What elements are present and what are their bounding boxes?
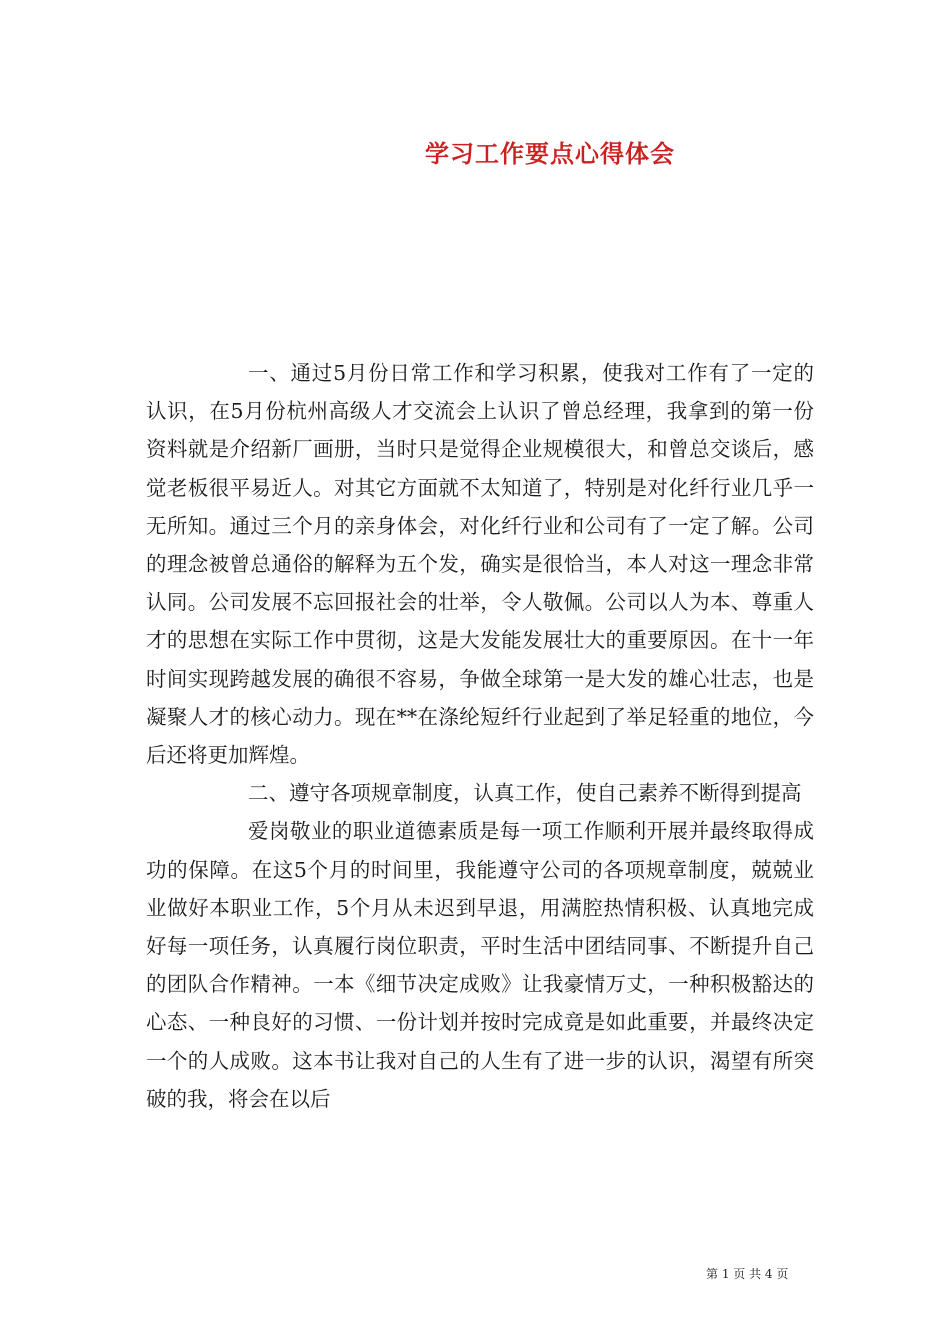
paragraph-1: 一、通过5月份日常工作和学习积累，使我对工作有了一定的认识，在5月份杭州高级人才交流会上认识了曾总经理，我拿到的第一份资料就是介绍新厂画册，当时只是觉得企业规模很大，和曾总交谈后，感觉老板很平易近人。对其它方面就不太知道了，特别是对化纤行业几乎一无所知。通过三个月的亲身体会，对化纤行业和公司有了一定了解。公司的理念被曾总通俗的解释为五个发，确实是很恰当，本人对这一理念非常认同。公司发展不忘回报社会的壮举，令人敬佩。公司以人为本、尊重人才的思想在实际工作中贯彻，这是大发能发展壮大的重要原因。在十一年时间实现跨越发展的确很不容易，争做全球第一是大发的雄心壮志，也是凝聚人才的核心动力。现在**在涤纶短纤行业起到了举足轻重的地位，今后还将更加辉煌。 xyxy=(146,361,814,768)
page-footer: 第 1 页 共 4 页 xyxy=(706,1267,789,1281)
paragraph-2: 二、遵守各项规章制度，认真工作，使自己素养不断得到提高 xyxy=(248,781,802,806)
document-body xyxy=(146,354,814,1118)
document-title: 学习工作要点心得体会 xyxy=(425,139,675,168)
paragraph-3: 爱岗敬业的职业道德素质是每一项工作顺利开展并最终取得成功的保障。在这5个月的时间里，我能遵守公司的各项规章制度，兢兢业业做好本职业工作，5个月从未迟到早退，用满腔热情积极、认真地完成好每一项任务，认真履行岗位职责，平时生活中团结同事、不断提升自己的团队合作精神。一本《细节决定成败》让我豪情万丈，一种积极豁达的心态、一种良好的习惯、一份计划并按时完成竟是如此重要，并最终决定一个的人成败。这本书让我对自己的人生有了进一步的认识，渴望有所突破的我，将会在以后 xyxy=(146,819,814,1111)
